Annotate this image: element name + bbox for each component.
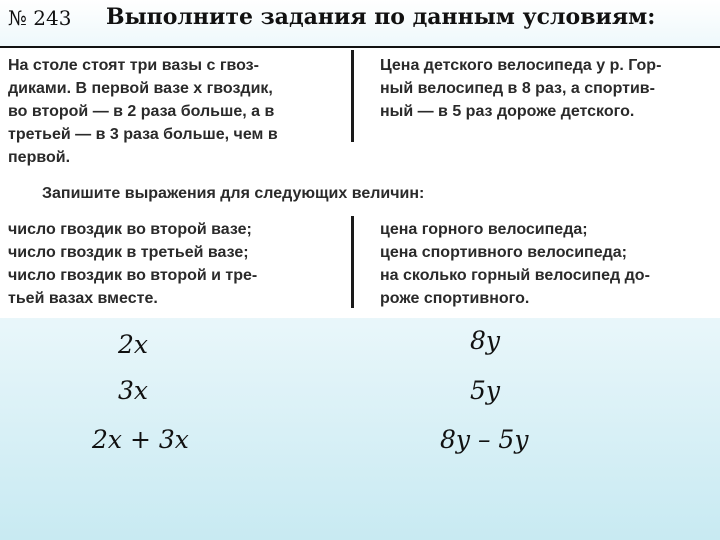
condition-right bbox=[380, 54, 715, 123]
header-bar bbox=[0, 0, 720, 48]
answer-sport-bike-price: 5y bbox=[470, 376, 501, 405]
condition-right-line: ный — в 5 раз дороже детского. bbox=[380, 103, 635, 120]
answer-mountain-bike-price: 8y bbox=[470, 326, 501, 355]
column-divider-bottom bbox=[351, 216, 354, 308]
textbook-scan bbox=[0, 50, 720, 318]
question-right-line: цена горного велосипеда; bbox=[380, 221, 588, 238]
question-right-line: роже спортивного. bbox=[380, 290, 530, 307]
condition-left bbox=[8, 54, 338, 169]
question-left-line: тьей вазах вместе. bbox=[8, 290, 158, 307]
condition-right-line: ный велосипед в 8 раз, а спортив- bbox=[380, 80, 655, 97]
page-title: Выполните задания по данным условиям: bbox=[106, 4, 656, 30]
question-right-line: цена спортивного велосипеда; bbox=[380, 244, 627, 261]
answer-second-vase: 2x bbox=[118, 330, 149, 359]
condition-right-line: Цена детского велосипеда y р. Гор- bbox=[380, 57, 662, 74]
questions-left bbox=[8, 218, 338, 310]
question-left-line: число гвоздик в третьей вазе; bbox=[8, 244, 249, 261]
condition-left-line: На столе стоят три вазы с гвоз- bbox=[8, 57, 259, 74]
task-number: № 243 bbox=[8, 6, 72, 30]
condition-left-line: диками. В первой вазе x гвоздик, bbox=[8, 80, 273, 97]
condition-left-line: третьей — в 3 раза больше, чем в bbox=[8, 126, 278, 143]
question-left-line: число гвоздик во второй вазе; bbox=[8, 221, 252, 238]
questions-right bbox=[380, 218, 715, 310]
column-divider-top bbox=[351, 50, 354, 142]
answer-price-difference: 8y – 5y bbox=[440, 425, 529, 454]
instruction-text: Запишите выражения для следующих величин: bbox=[42, 185, 425, 202]
question-left-line: число гвоздик во второй и тре- bbox=[8, 267, 258, 284]
answer-second-and-third-vase: 2x + 3x bbox=[92, 425, 189, 454]
condition-left-line: первой. bbox=[8, 149, 71, 166]
question-right-line: на сколько горный велосипед до- bbox=[380, 267, 650, 284]
condition-left-line: во второй — в 2 раза больше, а в bbox=[8, 103, 275, 120]
answer-third-vase: 3x bbox=[118, 376, 149, 405]
